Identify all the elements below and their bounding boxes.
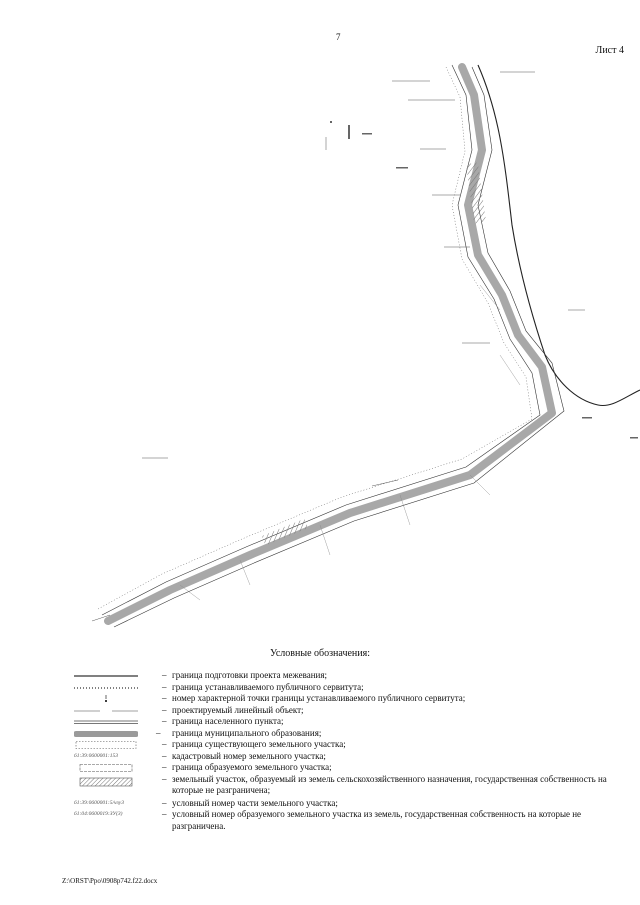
legend-text: условный номер образуемого земельного участка из земель, государственная собственность на которые не разграничена. xyxy=(172,809,582,831)
hatched-rect-symbol xyxy=(74,777,138,787)
legend-item xyxy=(60,705,630,717)
legend-item xyxy=(60,798,630,810)
corridor-edge-left xyxy=(102,65,540,615)
legend-item xyxy=(60,739,630,751)
legend-dash: – xyxy=(162,681,167,692)
legend-text: граница существующего земельного участка; xyxy=(172,739,346,749)
legend-dash: – xyxy=(162,809,167,819)
legend-dash: – xyxy=(156,727,161,738)
legend-item xyxy=(60,809,630,833)
cadastral-label-symbol: 61:39:0600001:153 xyxy=(74,752,118,759)
part-label-symbol: 61:39:0600001:5/чзу3 xyxy=(74,799,124,806)
legend-text: граница населенного пункта; xyxy=(172,716,284,726)
legend-text: граница устанавливаемого публичного сервитута; xyxy=(172,681,364,692)
dotted-line-symbol xyxy=(74,683,138,693)
zu-label-symbol: 61:04:0600019:ЗУ(3) xyxy=(74,811,123,817)
legend-item xyxy=(60,716,630,728)
legend-item xyxy=(60,762,630,774)
legend-item xyxy=(60,751,630,763)
solid-line-symbol xyxy=(74,671,138,681)
legend xyxy=(60,670,630,833)
corridor-edge-right xyxy=(114,67,564,627)
map-drawing xyxy=(0,55,640,640)
legend-item xyxy=(60,693,630,705)
legend-dash: – xyxy=(162,797,167,808)
legend-dash: – xyxy=(162,716,167,726)
page-number: 7 xyxy=(336,32,341,42)
legend-dash: – xyxy=(162,739,167,749)
corridor-gray xyxy=(108,67,552,621)
sheet-label: Лист 4 xyxy=(595,45,624,56)
legend-dash: – xyxy=(162,670,167,680)
legend-text: условный номер части земельного участка; xyxy=(172,797,338,808)
legend-dash: – xyxy=(162,773,167,784)
double-line-symbol xyxy=(74,717,138,727)
legend-item xyxy=(60,670,630,682)
legend-text: кадастровый номер земельного участка; xyxy=(172,750,326,761)
thick-gray-line-symbol xyxy=(74,729,138,739)
river-bank-line xyxy=(478,65,640,406)
legend-text: проектируемый линейный объект; xyxy=(172,704,304,715)
legend-text: земельный участок, образуемый из земель сельскохозяйственного назначения, государственная собственность на которые не разграничена; xyxy=(172,773,607,795)
legend-title: Условные обозначения: xyxy=(269,648,370,659)
legend-dash: – xyxy=(162,762,167,772)
legend-text: граница образуемого земельного участка; xyxy=(172,762,332,772)
file-path-footer: Z:\ORST\Ppo\0908p742.f22.docx xyxy=(62,877,158,885)
outline-rect-symbol xyxy=(74,763,138,773)
line-object-symbol xyxy=(74,706,138,716)
legend-text: граница подготовки проекта межевания; xyxy=(172,670,328,680)
legend-text: номер характерной точки границы устанавливаемого публичного сервитута; xyxy=(172,693,466,703)
legend-item xyxy=(60,774,630,798)
legend-dash: – xyxy=(162,693,167,703)
legend-dash: – xyxy=(162,704,167,715)
point-marker-symbol xyxy=(74,694,138,704)
legend-dash: – xyxy=(162,750,167,761)
legend-item xyxy=(60,728,630,740)
legend-text: граница муниципального образования; xyxy=(172,727,322,738)
legend-item xyxy=(60,682,630,694)
dashed-rect-symbol xyxy=(74,740,138,750)
